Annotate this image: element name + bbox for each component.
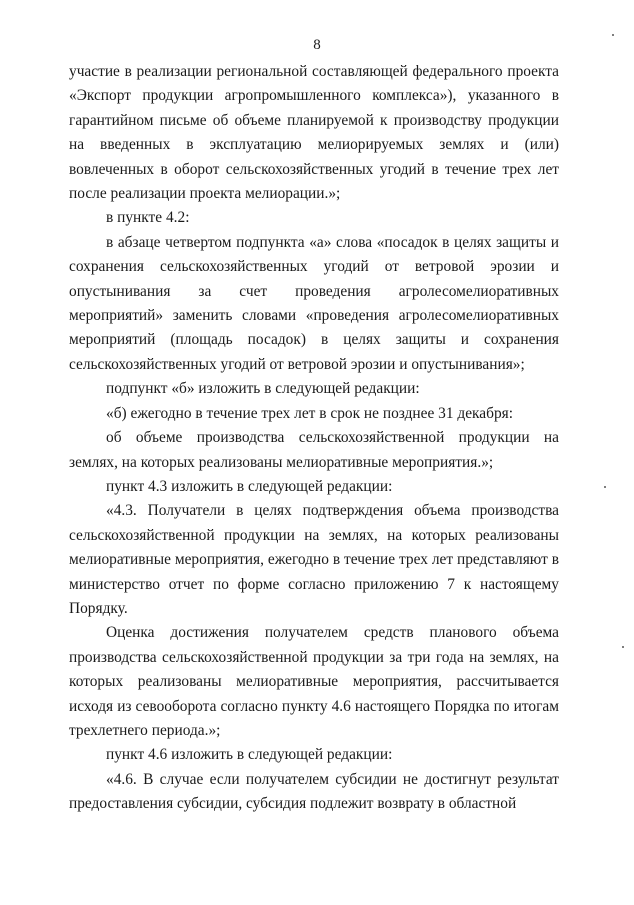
- paragraph-subpoint-b-text: «б) ежегодно в течение трех лет в срок не позднее 31 декабря:: [106, 404, 514, 422]
- paragraph-continuation: участие в реализации региональной составляющей федерального проекта «Экспорт продукции агропромышленного комплекса»), указанного в гарантийном письме об объеме планируемой к производству продукции на введенных в эксплуатацию мелиорируемых землях и (или) вовлеченных в оборот сельскохозяйственных угодий в течение трех лет после реализации проекта мелиорации.»;: [69, 63, 559, 203]
- paragraph-subpoint-a-amendment: в абзаце четвертом подпункта «а» слова «посадок в целях защиты и сохранения сельскохозяйственных угодий от ветровой эрозии и опустынивания за счет проведения агролесомелиоративных мероприятий» заменить словами «проведения агролесомелиоративных мероприятий (площадь посадок) в целях защиты и сохранения сельскохозяйственных угодий от ветровой эрозии и опустынивания»;: [69, 233, 559, 373]
- paragraph-point-4-3-text: «4.3. Получатели в целях подтверждения объема производства сельскохозяйственной продукции на землях, на которых реализованы мелиоративные мероприятия, ежегодно в течение трех лет представляют в министерство отчет по форме согласно приложению 7 к настоящему Порядку.: [69, 502, 559, 617]
- paragraph-subpoint-b-heading: подпункт «б» изложить в следующей редакции:: [106, 380, 420, 398]
- scan-speck: [612, 34, 614, 36]
- paragraph-point-4-3-heading: пункт 4.3 изложить в следующей редакции:: [106, 477, 393, 495]
- paragraph-assessment: Оценка достижения получателем средств планового объема производства сельскохозяйственной продукции за три года на землях, на которых реализованы мелиоративные мероприятия, рассчитывается исходя из севооборота согласно пункту 4.6 настоящего Порядка по итогам трехлетнего периода.»;: [69, 624, 559, 739]
- paragraph-production-volume: об объеме производства сельскохозяйственной продукции на землях, на которых реализованы мелиоративные мероприятия.»;: [69, 429, 559, 471]
- page-number: 8: [313, 37, 321, 53]
- scan-speck: [622, 646, 624, 648]
- paragraph-point-4-6-text: «4.6. В случае если получателем субсидии не достигнут результат предоставления субсидии, субсидия подлежит возврату в областной: [69, 770, 559, 813]
- document-body: [69, 60, 559, 817]
- paragraph-point-4-2-heading: в пункте 4.2:: [106, 209, 190, 227]
- scan-speck: [604, 486, 606, 488]
- paragraph-point-4-6-heading: пункт 4.6 изложить в следующей редакции:: [106, 746, 393, 764]
